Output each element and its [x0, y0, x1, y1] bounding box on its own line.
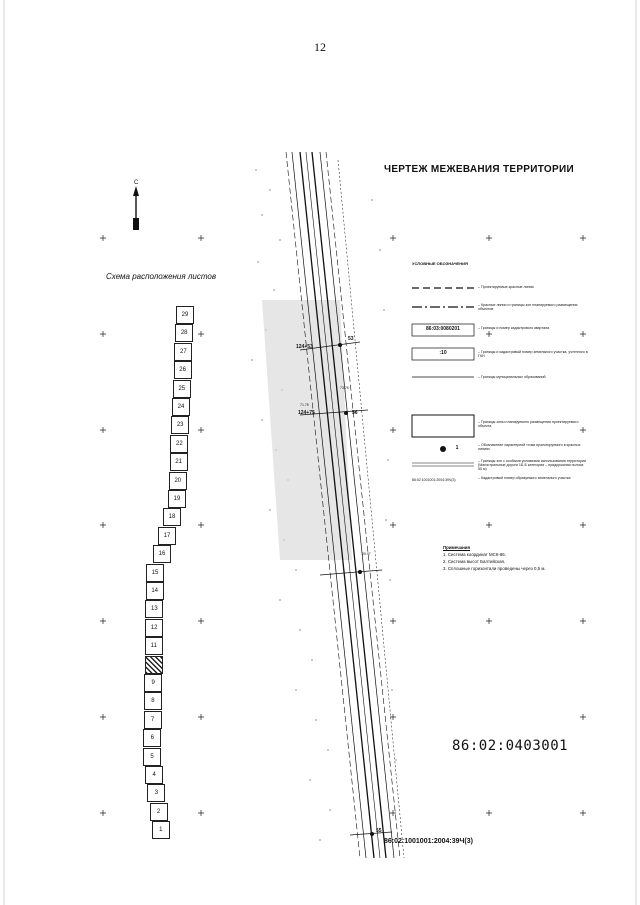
- sheet-3: 3: [147, 784, 165, 802]
- map-label: 53: [348, 336, 354, 342]
- legend-text: – Границы зон с особыми условиями использования территории (Магистральные дороги 1Б-Б категории – придорожная полоса 50 м): [478, 459, 587, 472]
- sheet-6: 6: [143, 729, 161, 747]
- sheet-13: 13: [145, 600, 163, 618]
- sheet-17: 17: [158, 527, 176, 545]
- sheet-22: 22: [170, 435, 188, 453]
- page-number: 12: [314, 40, 326, 54]
- sheet-23: 23: [171, 416, 189, 434]
- parcel-code: 86:02:1001001:2004:39Ч(3): [384, 838, 473, 845]
- sheet-26: 26: [174, 361, 192, 379]
- sheet-28: 28: [175, 324, 193, 342]
- map-label: 71.75: [300, 403, 309, 407]
- sheet-25: 25: [173, 380, 191, 398]
- legend-symbols: [412, 288, 474, 466]
- sheet-10: [145, 656, 163, 674]
- map-label: 29.97: [362, 552, 371, 556]
- legend-text: – Границы и номер кадастрового квартала: [478, 326, 550, 330]
- sheet-24: 24: [172, 398, 190, 416]
- sheet-7: 7: [144, 711, 162, 729]
- sheet-5: 5: [143, 748, 161, 766]
- map-label: 124+53: [296, 344, 313, 350]
- sheet-12: 12: [145, 619, 163, 637]
- legend-text: – Кадастровый номер образуемого земельного участка: [478, 476, 571, 480]
- sheet-27: 27: [174, 343, 192, 361]
- legend-text: – Границы зоны планируемого размещения проектируемого объекта: [478, 420, 579, 429]
- legend-text: – Красные линии и границы зон планируемого размещения объектов: [478, 303, 578, 312]
- sheet-1: 1: [152, 821, 170, 839]
- sheet-16: 16: [153, 545, 171, 563]
- sheet-18: 18: [163, 508, 181, 526]
- legend-sample-quarter: 86:03:0080201: [426, 326, 460, 332]
- drawing-title: ЧЕРТЕЖ МЕЖЕВАНИЯ ТЕРРИТОРИИ: [384, 164, 574, 175]
- notes: [443, 544, 546, 572]
- map-label: 124+75: [298, 410, 315, 416]
- note-item: 1. Система координат МСК-86.: [443, 552, 506, 557]
- legend-sample-code: 86:02:1001001:2004:39Ч(3): [412, 478, 456, 482]
- legend-title: УСЛОВНЫЕ ОБОЗНАЧЕНИЯ: [412, 261, 468, 266]
- sheet-15: 15: [146, 564, 164, 582]
- sheet-4: 4: [145, 766, 163, 784]
- cadastral-quarter-code: 86:02:0403001: [452, 738, 569, 754]
- notes-heading: Примечания: [443, 545, 471, 550]
- sheet-9: 9: [144, 674, 162, 692]
- sheet-8: 8: [144, 692, 162, 710]
- legend-sample-parcel: :10: [439, 350, 447, 356]
- legend-text: – Проектируемые красные линии: [478, 285, 534, 289]
- scheme-title: Схема расположения листов: [106, 272, 217, 281]
- note-item: 2. Система высот Балтийская.: [443, 559, 506, 564]
- legend-sample-point: 1: [455, 445, 459, 451]
- sheet-14: 14: [146, 582, 164, 600]
- note-item: 3. Сплошные горизонтали проведены через 0,5 м.: [443, 566, 546, 571]
- north-arrow-icon: [133, 186, 139, 230]
- map-label: 55: [376, 828, 382, 834]
- north-arrow-label: С: [134, 180, 139, 186]
- legend-point-icon: [440, 446, 446, 452]
- legend-text: – Границы и кадастровый номер земельного участка, учтенного в ГКН: [478, 350, 588, 359]
- sheet-11: 11: [145, 637, 163, 655]
- sheet-29: 29: [176, 306, 194, 324]
- sheet-21: 21: [170, 453, 188, 471]
- legend-text: – Границы муниципальных образований: [478, 375, 546, 379]
- sheet-2: 2: [150, 803, 168, 821]
- map-label: 56: [352, 410, 358, 416]
- sheet-19: 19: [168, 490, 186, 508]
- legend-text: – Обозначение характерной точки проектируемого в красных линиях: [478, 443, 581, 452]
- sheet-20: 20: [169, 472, 187, 490]
- map-label: 73.76: [340, 386, 349, 390]
